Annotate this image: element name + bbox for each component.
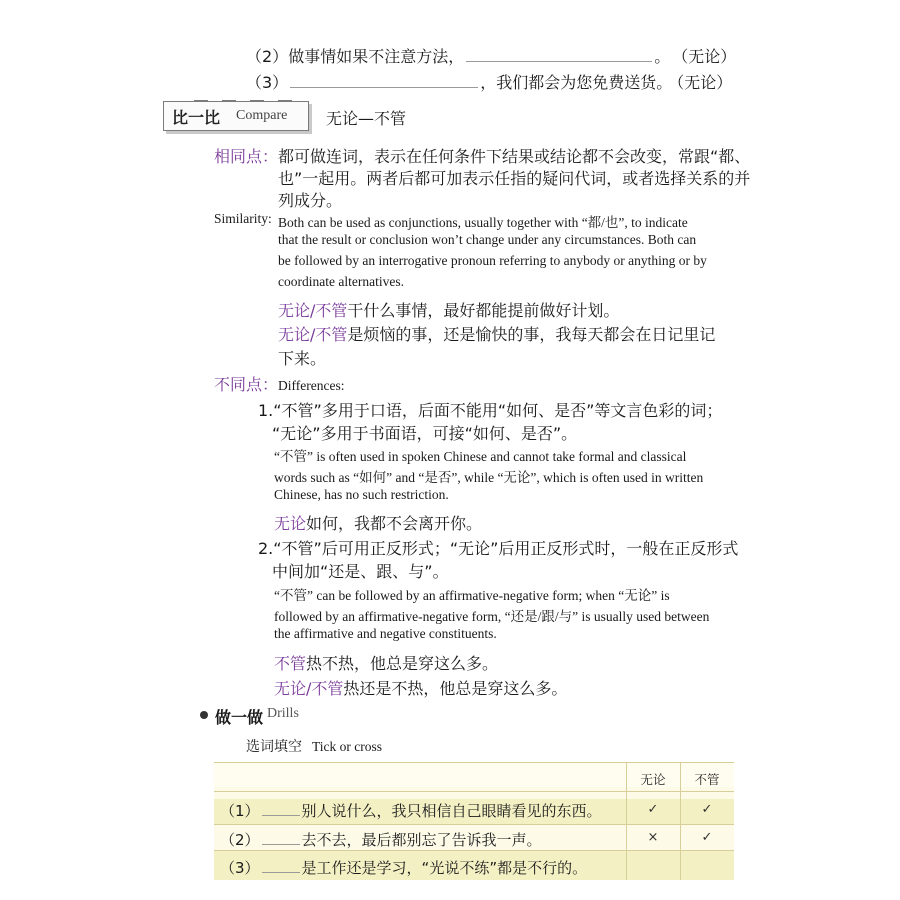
compare-title: 无论—不管 <box>326 109 407 128</box>
answer-blank-2[interactable] <box>466 47 652 62</box>
badge-dash <box>194 100 208 102</box>
table-line <box>214 762 734 763</box>
table-line <box>214 824 734 825</box>
similarity-en-line: Both can be used as conjunctions, usually together with “都/也”, to indicate <box>278 215 688 230</box>
difference-1-zh: 1.“不管”多用于口语，后面不能用“如何、是否”等文言色彩的词； <box>258 401 723 420</box>
example-sentence: 无论如何，我都不会离开你。 <box>274 514 483 533</box>
exercise-2: （2）做事情如果不注意方法， 。 （无论） <box>246 47 737 66</box>
tick-mark[interactable]: ✓ <box>701 830 713 845</box>
difference-1-en: Chinese, has no such restriction. <box>274 487 449 502</box>
tick-mark[interactable]: ✓ <box>647 802 659 817</box>
badge-dash <box>222 100 236 102</box>
compare-badge <box>163 101 309 131</box>
difference-1-en: words such as “如何” and “是否”, while “无论”, which is often used in written <box>274 470 704 485</box>
cross-mark[interactable]: × <box>647 830 659 845</box>
answer-cell[interactable] <box>680 858 734 876</box>
difference-2-zh: 2.“不管”后可用正反形式；“无论”后用正反形式时，一般在正反形式 <box>258 539 739 558</box>
similarity-zh-line: 也”一起用。两者后都可加表示任指的疑问代词，或者选择关系的并 <box>278 169 751 188</box>
similarity-en-line: be followed by an interrogative pronoun referring to anybody or anything or by <box>278 253 707 268</box>
drills-title-zh: 做一做 <box>215 708 264 727</box>
drill-row-1: （1） 别人说什么，我只相信自己眼睛看见的东西。 <box>220 802 602 820</box>
badge-dash <box>250 100 264 102</box>
example-sentence: 无论/不管是烦恼的事，还是愉快的事，我每天都会在日记里记 <box>278 325 716 344</box>
exercise-3: （3） ，我们都会为您免费送货。 （无论） <box>246 73 733 92</box>
drills-table <box>214 762 734 880</box>
drill-blank[interactable] <box>262 830 300 845</box>
column-header-wulun: 无论 <box>640 772 666 787</box>
badge-dash <box>278 100 292 102</box>
example-sentence: 无论/不管干什么事情，最好都能提前做好计划。 <box>278 301 620 320</box>
difference-2-zh: 中间加“还是、跟、与”。 <box>272 562 449 581</box>
answer-blank-3[interactable] <box>290 73 478 88</box>
difference-2-en: the affirmative and negative constituents. <box>274 626 497 641</box>
similarity-en-label: Similarity: <box>214 211 272 226</box>
badge-zh-label: 比一比 <box>172 108 221 127</box>
difference-2-en: “不管” can be followed by an affirmative-negative form; when “无论” is <box>274 588 670 603</box>
bullet-icon <box>200 711 208 719</box>
drills-title-en: Drills <box>267 706 299 721</box>
example-sentence: 不管热不热，他总是穿这么多。 <box>274 654 499 673</box>
badge-en-label: Compare <box>236 108 288 123</box>
example-sentence: 无论/不管热还是不热，他总是穿这么多。 <box>274 679 568 698</box>
table-line <box>214 850 734 851</box>
drills-instruction: 选词填空 Tick or cross <box>246 739 383 755</box>
drill-row-3: （3） 是工作还是学习，“光说不练”都是不行的。 <box>220 859 588 877</box>
drill-row-2: （2） 去不去，最后都别忘了告诉我一声。 <box>220 831 542 849</box>
difference-2-en: followed by an affirmative-negative form, “还是/跟/与” is usually used between <box>274 609 710 624</box>
differences-heading: 不同点：Differences: <box>214 375 345 394</box>
difference-1-en: “不管” is often used in spoken Chinese and cannot take formal and classical <box>274 449 687 464</box>
similarity-zh-line: 都可做连词，表示在任何条件下结果或结论都不会改变，常跟“都、 <box>278 147 751 166</box>
column-header-buguan: 不管 <box>694 772 720 787</box>
tick-mark[interactable]: ✓ <box>701 802 713 817</box>
answer-cell[interactable] <box>626 858 680 876</box>
similarity-en-line: that the result or conclusion won’t change under any circumstances. Both can <box>278 232 697 247</box>
similarity-label: 相同点： <box>214 147 279 166</box>
drill-blank[interactable] <box>262 858 300 873</box>
similarity-en-line: coordinate alternatives. <box>278 274 404 289</box>
example-sentence-cont: 下来。 <box>278 349 327 368</box>
similarity-zh-line: 列成分。 <box>278 191 343 210</box>
difference-1-zh: “无论”多用于书面语，可接“如何、是否”。 <box>272 424 578 443</box>
drill-blank[interactable] <box>262 801 300 816</box>
table-line <box>214 791 734 792</box>
